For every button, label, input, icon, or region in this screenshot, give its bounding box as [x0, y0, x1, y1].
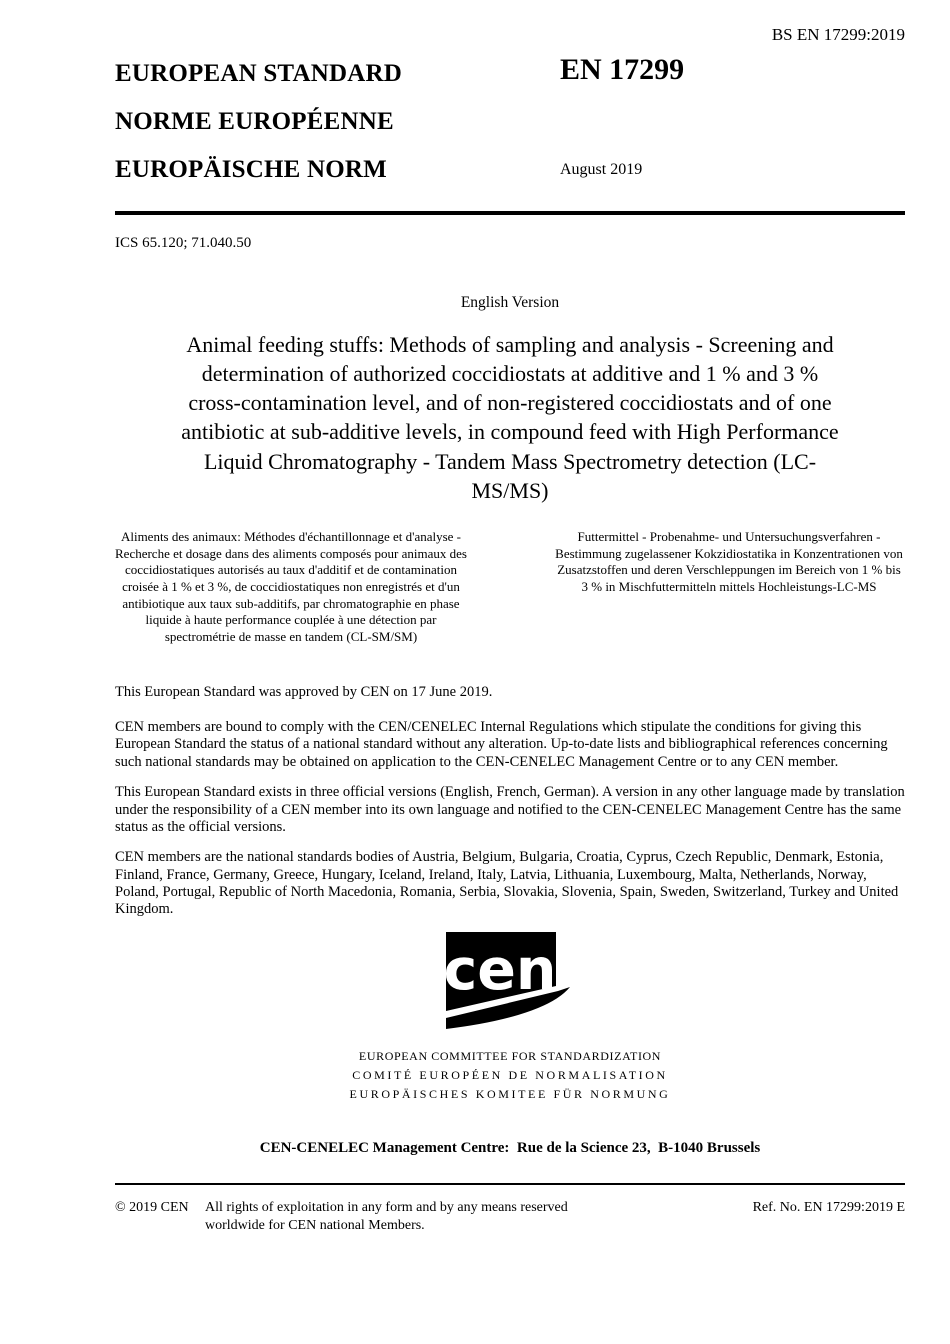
- committee-line-english: EUROPEAN COMMITTEE FOR STANDARDIZATION: [358, 1048, 662, 1063]
- body-paragraphs: [115, 684, 905, 919]
- footer: [115, 1199, 905, 1234]
- translated-titles: [115, 529, 905, 645]
- regulations-paragraph: CEN members are bound to comply with the CEN/CENELEC Internal Regulations which stipulate the conditions for giving this European Standard the status of a national standard without any alteration. Up-to-date lists and bibliographical references concerning such national standards may be obtained on application to the CEN-CENELEC Management Centre or to any CEN member.: [115, 718, 888, 770]
- committee-line-french: COMITÉ EUROPÉEN DE NORMALISATION: [352, 1068, 668, 1083]
- standard-title-french: Aliments des animaux: Méthodes d'échantillonnage et d'analyse - Recherche et dosage dans des aliments composés pour animaux des coccidiostatiques autorisés au taux d'additif et de contamination croisée à 1 % et 3 %, de coccidiostatiques non enregistrés et d'un antibiotique aux taux sub-additifs, par chromatographie en phase liquide à haute performance couplée à une détection par spectrométrie de masse en tandem (CL-SM/SM): [115, 529, 467, 644]
- footer-rule: [115, 1183, 905, 1185]
- header-title-german: EUROPÄISCHE NORM: [115, 155, 387, 183]
- publication-date: August 2019: [560, 160, 643, 178]
- approval-paragraph: This European Standard was approved by CEN on 17 June 2019.: [115, 683, 493, 700]
- bs-reference: BS EN 17299:2019: [771, 25, 905, 44]
- committee-names: [115, 1047, 905, 1105]
- standard-title-english: Animal feeding stuffs: Methods of sampling and analysis - Screening and determination of authorized coccidiostats at additive and 1 % and 3 % cross-contamination level, and of non-registered coccidiostats and of one antibiotic at sub-additive levels, in compound feed with High Performance Liquid Chromatography - Tandem Mass Spectrometry detection (LC-MS/MS): [181, 331, 839, 503]
- header-title-english: EUROPEAN STANDARD: [115, 59, 402, 87]
- copyright-notice: © 2019 CEN: [115, 1200, 189, 1216]
- ics-codes: ICS 65.120; 71.040.50: [115, 234, 252, 251]
- committee-line-german: EUROPÄISCHES KOMITEE FÜR NORMUNG: [349, 1087, 671, 1102]
- versions-paragraph: This European Standard exists in three official versions (English, French, German). A version in any other language made by translation under the responsibility of a CEN member into its own language and notified to the CEN-CENELEC Management Centre has the same status as the official versions.: [115, 784, 905, 835]
- standard-number: EN 17299: [560, 52, 685, 86]
- rights-statement: All rights of exploitation in any form and by any means reserved worldwide for CEN national Members.: [205, 1200, 568, 1233]
- header-rule: [115, 211, 905, 215]
- header: [115, 52, 905, 211]
- logo-block: [115, 932, 905, 1105]
- standard-title-german: Futtermittel - Probenahme- und Untersuchungsverfahren - Bestimmung zugelassener Kokzidiostatika in Konzentrationen von Zusatzstoffen und deren Verschleppungen im Bereich von 1 % bis 3 % in Mischfuttermitteln mittels Hochleistungs-LC-MS: [555, 529, 903, 595]
- members-paragraph: CEN members are the national standards bodies of Austria, Belgium, Bulgaria, Croatia, Cyprus, Czech Republic, Denmark, Estonia, Finland, France, Germany, Greece, Hungary, Iceland, Ireland, Italy, Latvia, Lithuania, Luxembourg, Malta, Netherlands, Norway, Poland, Portugal, Republic of North Macedonia, Romania, Serbia, Slovakia, Slovenia, Spain, Sweden, Switzerland, Turkey and United Kingdom.: [115, 849, 899, 918]
- header-titles: [115, 61, 905, 182]
- reference-number: Ref. No. EN 17299:2019 E: [752, 1200, 905, 1216]
- cen-logo-text: cen: [446, 936, 557, 1003]
- header-title-french: NORME EUROPÉENNE: [115, 107, 394, 135]
- cen-logo: [446, 932, 574, 1032]
- management-centre-address: CEN-CENELEC Management Centre: Rue de la Science 23, B-1040 Brussels: [259, 1140, 761, 1157]
- english-version-label: English Version: [460, 293, 560, 311]
